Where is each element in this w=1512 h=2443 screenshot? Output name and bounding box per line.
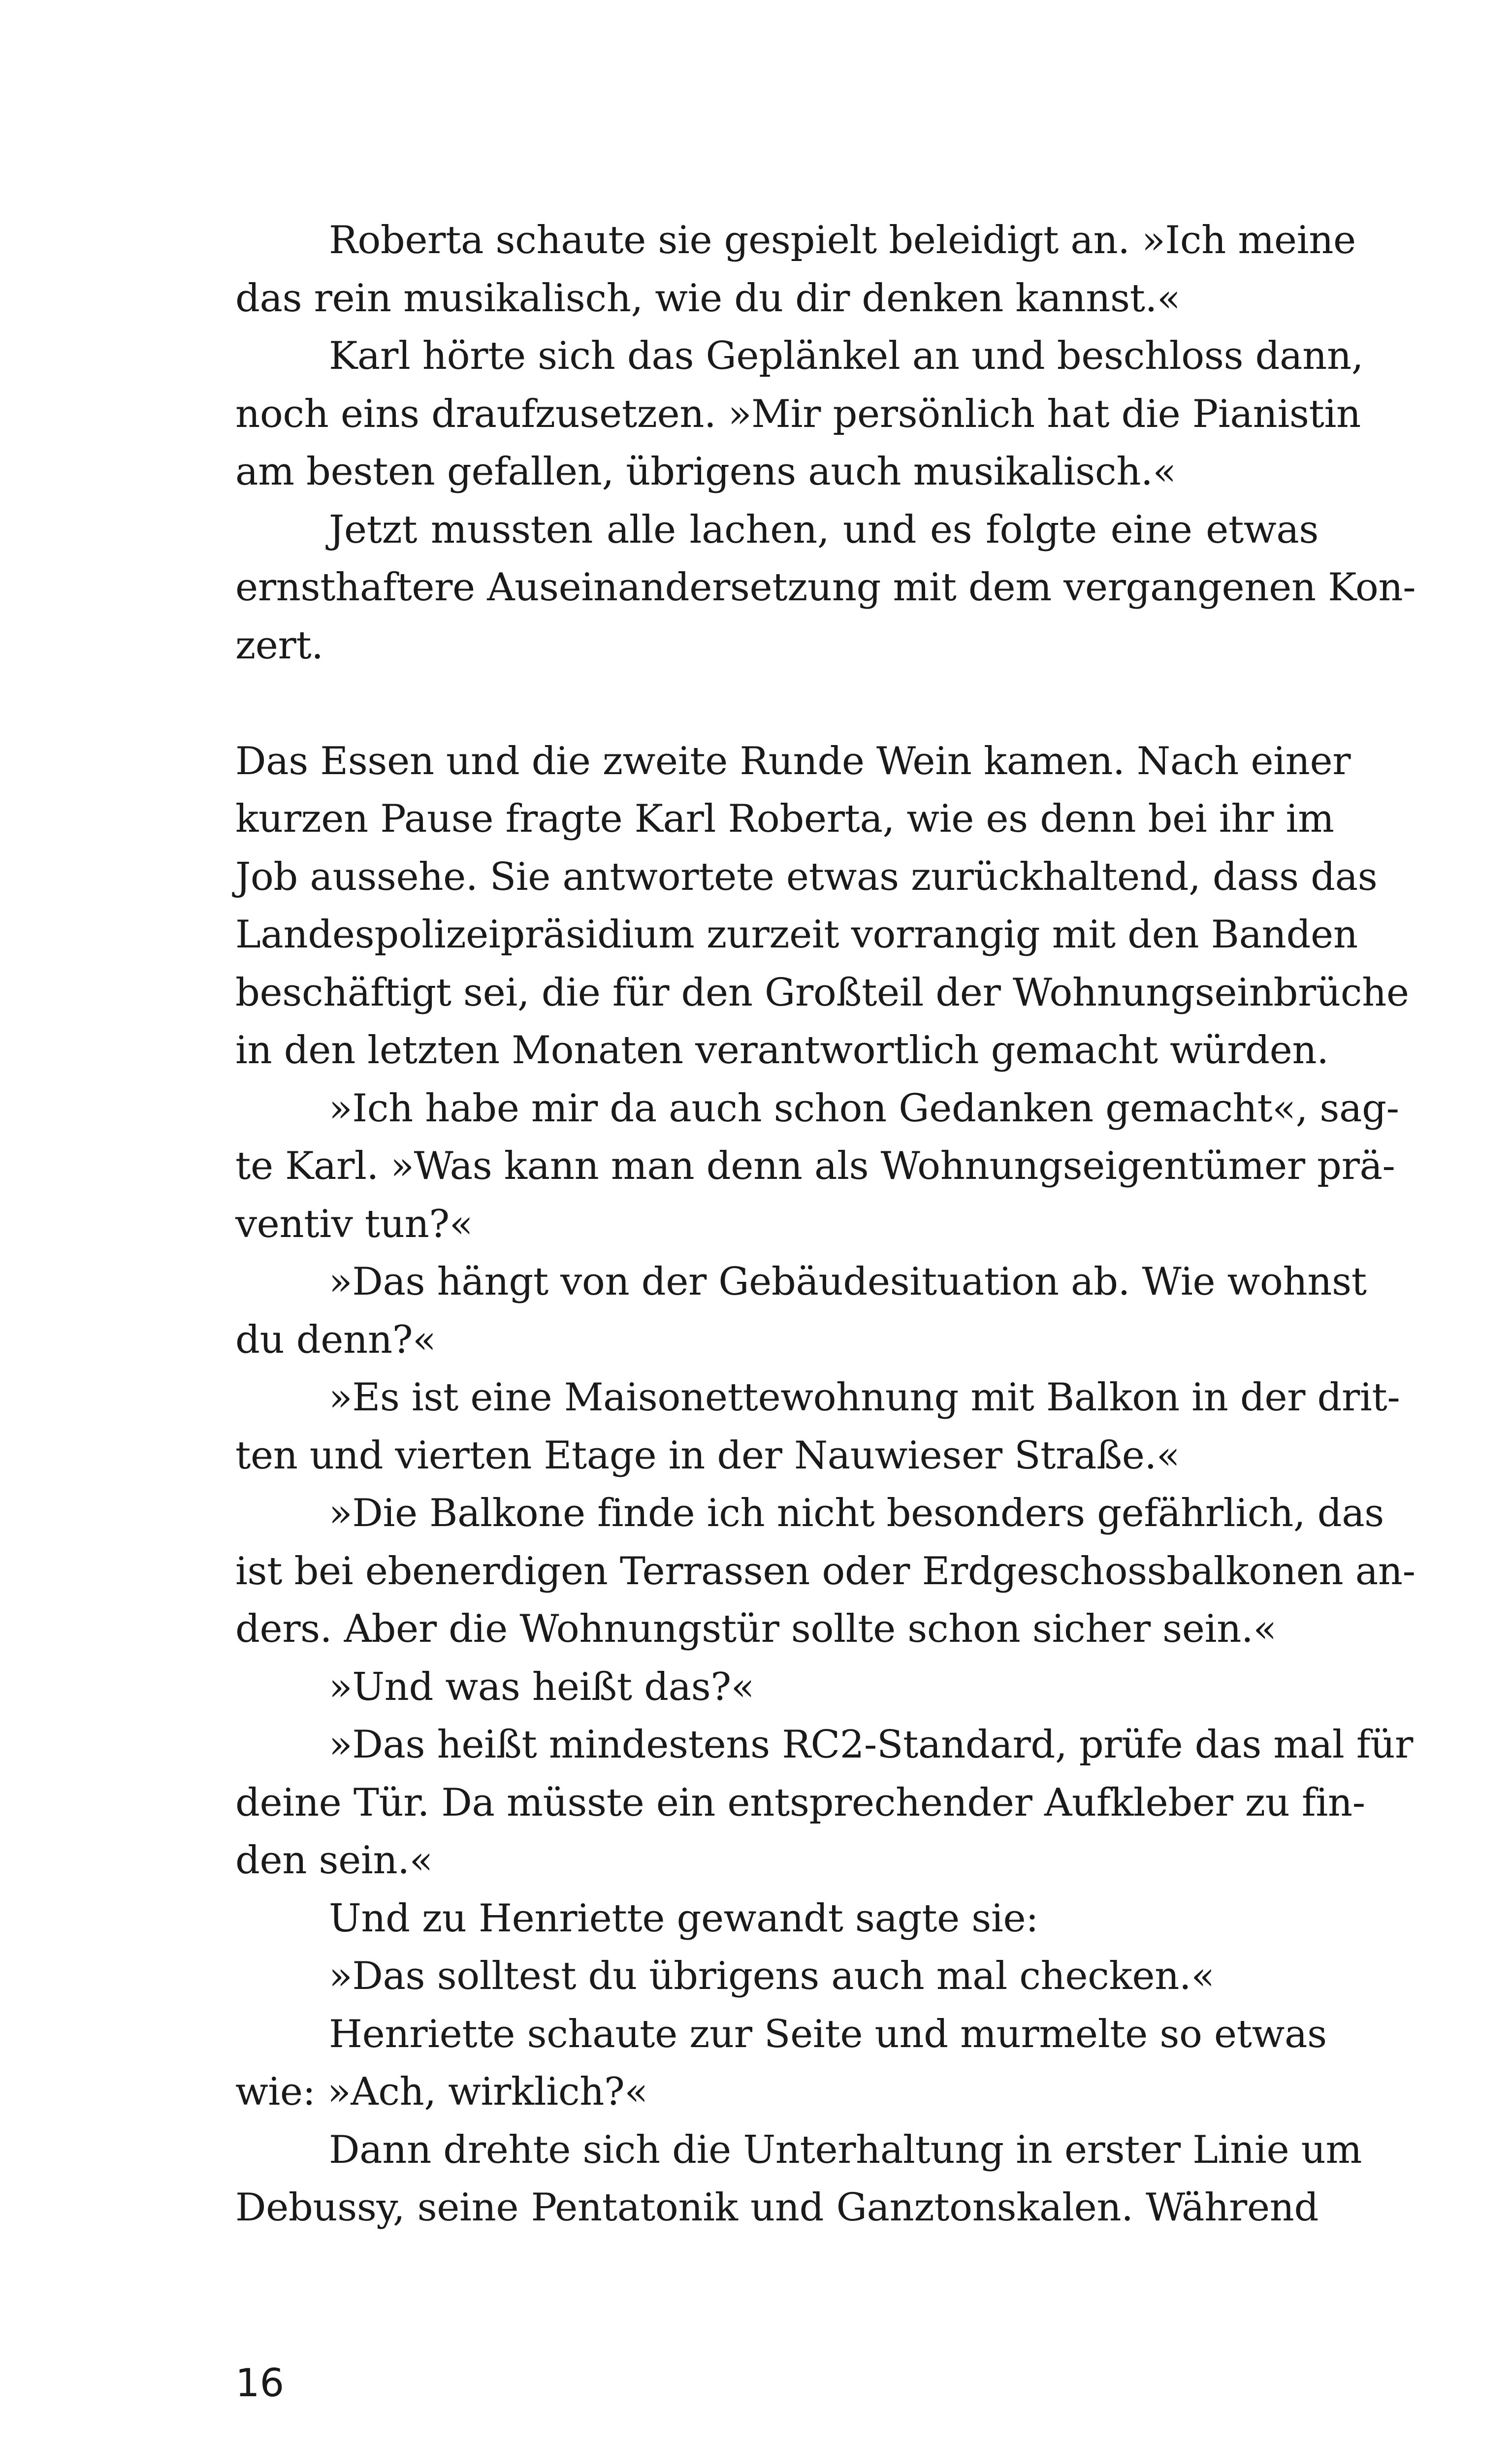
text-line: Roberta schaute sie gespielt beleidigt an. »Ich meine [329, 218, 1356, 262]
text-line: ernsthaftere Auseinandersetzung mit dem vergangenen Kon- [235, 565, 1416, 610]
text-line: beschäftigt sei, die für den Großteil der Wohnungseinbrüche [235, 970, 1409, 1015]
text-line: Landespolizeipräsidium zurzeit vorrangig mit den Banden [235, 912, 1358, 957]
text-line: in den letzten Monaten verantwortlich gemacht würden. [235, 1028, 1329, 1073]
text-line: »Das hängt von der Gebäudesituation ab. Wie wohnst [329, 1260, 1367, 1304]
text-line: Karl hörte sich das Geplänkel an und beschloss dann, [329, 334, 1364, 378]
page-number: 16 [235, 2361, 285, 2406]
text-line: ders. Aber die Wohnungstür sollte schon sicher sein.« [235, 1607, 1277, 1651]
text-line: te Karl. »Was kann man denn als Wohnungseigentümer prä- [235, 1144, 1395, 1188]
text-line: kurzen Pause fragte Karl Roberta, wie es denn bei ihr im [235, 797, 1334, 841]
text-line: wie: »Ach, wirklich?« [235, 2070, 648, 2114]
text-line: Dann drehte sich die Unterhaltung in erster Linie um [329, 2127, 1362, 2172]
text-line: Jetzt mussten alle lachen, und es folgte eine etwas [329, 507, 1319, 552]
text-line: »Das heißt mindestens RC2-Standard, prüfe das mal für [329, 1723, 1414, 1767]
section-break [235, 675, 1319, 733]
text-line: du denn?« [235, 1317, 436, 1362]
text-line: das rein musikalisch, wie du dir denken kannst.« [235, 276, 1181, 321]
text-line: »Das solltest du übrigens auch mal checken.« [329, 1954, 1215, 1998]
text-line: »Die Balkone finde ich nicht besonders gefährlich, das [329, 1491, 1384, 1535]
text-line: den sein.« [235, 1838, 433, 1883]
text-line: ventiv tun?« [235, 1202, 473, 1246]
text-line: Henriette schaute zur Seite und murmelte so etwas [329, 2012, 1327, 2056]
text-line: ten und vierten Etage in der Nauwieser Straße.« [235, 1433, 1180, 1478]
text-line: am besten gefallen, übrigens auch musikalisch.« [235, 450, 1176, 494]
text-line: »Es ist eine Maisonettewohnung mit Balkon in der drit- [329, 1375, 1400, 1420]
text-line: »Und was heißt das?« [329, 1664, 755, 1709]
text-line: deine Tür. Da müsste ein entsprechender Aufkleber zu fin- [235, 1780, 1365, 1825]
body-text [235, 212, 1416, 2237]
text-line: ist bei ebenerdigen Terrassen oder Erdgeschossbalkonen an- [235, 1549, 1415, 1594]
text-line: Job aussehe. Sie antwortete etwas zurückhaltend, dass das [235, 854, 1378, 899]
text-line: zert. [235, 623, 323, 668]
text-line: »Ich habe mir da auch schon Gedanken gemacht«, sag- [329, 1086, 1399, 1131]
text-line: Das Essen und die zweite Runde Wein kamen. Nach einer [235, 739, 1351, 783]
text-line: noch eins draufzusetzen. »Mir persönlich hat die Pianistin [235, 391, 1361, 436]
text-line: Und zu Henriette gewandt sagte sie: [329, 1896, 1039, 1941]
text-line: Debussy, seine Pentatonik und Ganztonskalen. Während [235, 2185, 1319, 2230]
